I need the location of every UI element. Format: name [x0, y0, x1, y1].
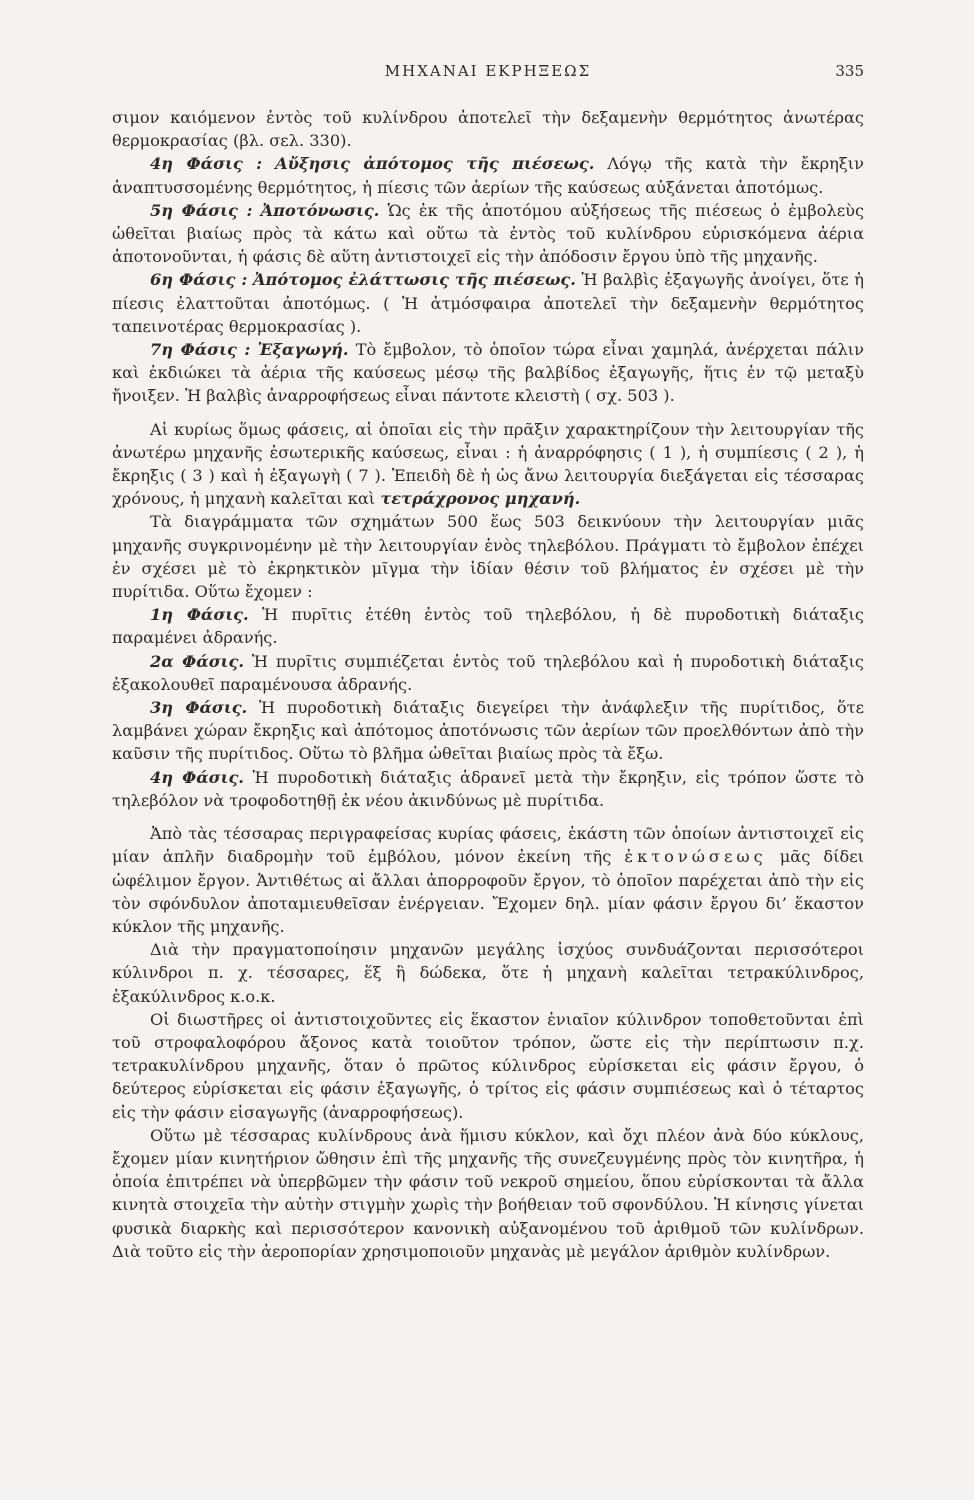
- paragraph: [112, 938, 864, 1008]
- paragraph-text: Ἡ βαλβὶς ἐξαγωγῆς ἀνοίγει, ὅτε ἡ πίεσις ἐλαττοῦται ἀποτόμως. ( Ἡ ἀτμόσφαιρα ἀποτελεῖ τὴν δεξαμενὴν θερμότητος ταπεινοτέρας θερμοκρασίας ).: [112, 270, 864, 336]
- phase-title: Αὔξησις ἀπότομος τῆς πιέσεως.: [275, 154, 595, 174]
- paragraph-text: Ἡ πυροδοτικὴ διάταξις ἀδρανεῖ μετὰ τὴν ἔκρηξιν, εἰς τρόπον ὥστε τὸ τηλεβόλον νὰ τροφοδοτηθῇ ἐκ νέου ἀκινδύνως μὲ πυρίτιδα.: [112, 767, 864, 810]
- paragraph-text: Ἡ πυρῖτις ἐτέθη ἐντὸς τοῦ τηλεβόλου, ἡ δὲ πυροδοτικὴ διάταξις παραμένει ἀδρανής.: [112, 605, 864, 648]
- phase-paragraph: [112, 696, 864, 766]
- running-title: ΜΗΧΑΝΑΙ ΕΚΡΗΞΕΩΣ: [384, 62, 592, 80]
- paragraph: [112, 106, 864, 152]
- paragraph: [112, 1008, 864, 1124]
- paragraph-text: Οὕτω μὲ τέσσαρας κυλίνδρους ἀνὰ ἥμισυ κύκλον, καὶ ὄχι πλέον ἀνὰ δύο κύκλους, ἔχομεν μίαν κινητήριον ὤθησιν ἐπὶ τῆς μηχανῆς τῆς συνεζευγμένης πρὸς τὸν κινητῆρα, ἡ ὁποία ἐπιτρέπει νὰ ὑπερβῶμεν τὴν φάσιν τοῦ νεκροῦ σημείου, ὅπου εὑρίσκονται τὰ ἄλλα κινητὰ στοιχεῖα τὴν αὐτὴν στιγμὴν χωρὶς τὴν βοήθειαν τοῦ σφονδύλου. Ἡ κίνησις γίνεται φυσικὰ διαρκὴς καὶ περισσότερον κανονικὴ αὐξανομένου τοῦ ἀριθμοῦ τῶν κυλίνδρων. Διὰ τοῦτο εἰς τὴν ἀεροπορίαν χρησιμοποιοῦν μηχανὰς μὲ μεγάλον ἀριθμὸν κυλίνδρων.: [112, 1125, 864, 1261]
- paragraph-text: Ἡ πυρῖτις συμπιέζεται ἐντὸς τοῦ τηλεβόλου καὶ ἡ πυροδοτικὴ διάταξις ἐξακολουθεῖ παραμένουσα ἀδρανής.: [112, 651, 864, 694]
- phase-label: 3η Φάσις.: [150, 698, 248, 718]
- phase-title: Ἀπότομος ἐλάττωσις τῆς πιέσεως.: [253, 270, 576, 290]
- phase-label: 6η Φάσις :: [150, 270, 248, 290]
- phase-paragraph: [112, 152, 864, 198]
- phase-title: Ἀποτόνωσις.: [260, 200, 380, 220]
- paragraph-text: Τὰ διαγράμματα τῶν σχημάτων 500 ἕως 503 δεικνύουν τὴν λειτουργίαν μιᾶς μηχανῆς συγκρινομένην μὲ τὴν λειτουργίαν ἑνὸς τηλεβόλου. Πράγματι τὸ ἔμβολον ἐπέχει ἐν σχέσει μὲ τὸ ἐκρηκτικὸν μῖγμα τὴν ἰδίαν θέσιν τοῦ βλήματος ἐν σχέσει μὲ τὴν πυρίτιδα. Οὕτω ἔχομεν :: [112, 512, 864, 602]
- paragraph: [112, 822, 864, 938]
- phase-label: 1η Φάσις.: [150, 605, 249, 625]
- phase-label: 7η Φάσις :: [150, 340, 251, 360]
- spaced-term: ἐκτονώσεως: [624, 847, 767, 867]
- phase-paragraph: [112, 603, 864, 649]
- paragraph-text: Αἱ κυρίως ὅμως φάσεις, αἱ ὁποῖαι εἰς τὴν πρᾶξιν χαρακτηρίζουν τὴν λειτουργίαν τῆς ἀνωτέρω μηχανῆς ἐσωτερικῆς καύσεως, εἶναι : ἡ ἀναρρόφησις ( 1 ), ἡ συμπίεσις ( 2 ), ἡ ἔκρηξις ( 3 ) καὶ ἡ ἐξαγωγὴ ( 7 ). Ἐπειδὴ δὲ ἡ ὡς ἄνω λειτουργία διεξάγεται εἰς τέσσαρας χρόνους, ἡ μηχανὴ καλεῖται καὶ: [112, 419, 864, 509]
- phase-title: Ἐξαγωγή.: [257, 340, 349, 360]
- paragraph: [112, 510, 864, 603]
- phase-paragraph: [112, 650, 864, 696]
- paragraph: [112, 1124, 864, 1263]
- paragraph-text: Λόγῳ τῆς κατὰ τὴν ἔκρηξιν ἀναπτυσσομένης θερμότητος, ἡ πίεσις τῶν ἀερίων τῆς καύσεως αὐξάνεται ἀποτόμως.: [112, 154, 864, 197]
- paragraph-text: Τὸ ἔμβολον, τὸ ὁποῖον τώρα εἶναι χαμηλά, ἀνέρχεται πάλιν καὶ ἐκδιώκει τὰ ἀέρια τῆς καύσεως μέσῳ τῆς βαλβίδος ἐξαγωγῆς, ἥτις ἐν τῷ μεταξὺ ἤνοιξεν. Ἡ βαλβὶς ἀναρροφήσεως εἶναι πάντοτε κλειστὴ ( σχ. 503 ).: [112, 340, 864, 406]
- phase-paragraph: [112, 766, 864, 812]
- paragraph-text: Ἡ πυροδοτικὴ διάταξις διεγείρει τὴν ἀνάφλεξιν τῆς πυρίτιδος, ὅτε λαμβάνει χώραν ἔκρηξις καὶ ἀπότομος ἀποτόνωσις τῶν ἀερίων τῶν προελθόντων ἀπὸ τὴν καῦσιν τῆς πυρίτιδος. Οὕτω τὸ βλῆμα ὠθεῖται βιαίως πρὸς τὰ ἔξω.: [112, 698, 864, 764]
- paragraph-text: Διὰ τὴν πραγματοποίησιν μηχανῶν μεγάλης ἰσχύος συνδυάζονται περισσότεροι κύλινδροι π. χ. τέσσαρες, ἕξ ἢ δώδεκα, ὅτε ἡ μηχανὴ καλεῖται τετρακύλινδρος, ἑξακύλινδρος κ.ο.κ.: [112, 940, 864, 1006]
- phase-paragraph: [112, 268, 864, 338]
- paragraph-text: σιμον καιόμενον ἐντὸς τοῦ κυλίνδρου ἀποτελεῖ τὴν δεξαμενὴν θερμότητος ἀνωτέρας θερμοκρασίας (βλ. σελ. 330).: [112, 108, 864, 151]
- phase-label: 2α Φάσις.: [150, 651, 244, 671]
- page-header: [112, 62, 864, 86]
- phase-label: 4η Φάσις.: [150, 767, 244, 787]
- phase-label: 4η Φάσις :: [150, 154, 263, 174]
- paragraph-text: Οἱ διωστῆρες οἱ ἀντιστοιχοῦντες εἰς ἕκαστον ἑνιαῖον κύλινδρον τοποθετοῦνται ἐπὶ τοῦ στροφαλοφόρου ἄξονος κατὰ τοιοῦτον τρόπον, ὥστε εἰς τὴν περίπτωσιν π.χ. τετρακυλίνδρου μηχανῆς, ὅταν ὁ πρῶτος κύλινδρος εὑρίσκεται εἰς φάσιν ἔργου, ὁ δεύτερος εὑρίσκεται εἰς φάσιν ἐξαγωγῆς, ὁ τρίτος εἰς φάσιν συμπιέσεως καὶ ὁ τέταρτος εἰς τὴν φάσιν εἰσαγωγῆς (ἀναρροφήσεως).: [112, 1009, 864, 1122]
- phase-paragraph: [112, 199, 864, 269]
- phase-label: 5η Φάσις :: [150, 200, 253, 220]
- paragraph-text: μᾶς δίδει ὠφέλιμον ἔργον. Ἀντιθέτως αἱ ἄλλαι ἀπορροφοῦν ἔργον, τὸ ὁποῖον παρέχεται ἀπὸ τὴν εἰς τὸν σφόνδυλον ἀποταμιευθεῖσαν ἐνέργειαν. Ἔχομεν δηλ. μίαν φάσιν ἔργου δι’ ἕκαστον κύκλον τῆς μηχανῆς.: [112, 847, 864, 936]
- paragraph: [112, 418, 864, 511]
- paragraph-text: Ἀπὸ τὰς τέσσαρας περιγραφείσας κυρίας φάσεις, ἑκάστη τῶν ὁποίων ἀντιστοιχεῖ εἰς μίαν ἁπλῆν διαδρομὴν τοῦ ἐμβόλου, μόνον ἐκείνη τῆς: [112, 824, 864, 867]
- page-body: [112, 106, 864, 1263]
- paragraph-text: Ὡς ἐκ τῆς ἀποτόμου αὐξήσεως τῆς πιέσεως ὁ ἐμβολεὺς ὠθεῖται βιαίως πρὸς τὰ κάτω καὶ οὕτω τὰ ἐντὸς τοῦ κυλίνδρου εὑρισκόμενα ἀέρια ἀποτονοῦνται, ἡ φάσις δὲ αὕτη ἀντιστοιχεῖ εἰς τὴν ἀπόδοσιν ἔργου ὑπὸ τῆς μηχανῆς.: [112, 200, 865, 267]
- emphasis-term: τετράχρονος μηχανή.: [380, 489, 581, 509]
- phase-paragraph: [112, 338, 864, 408]
- page-number: 335: [835, 62, 864, 80]
